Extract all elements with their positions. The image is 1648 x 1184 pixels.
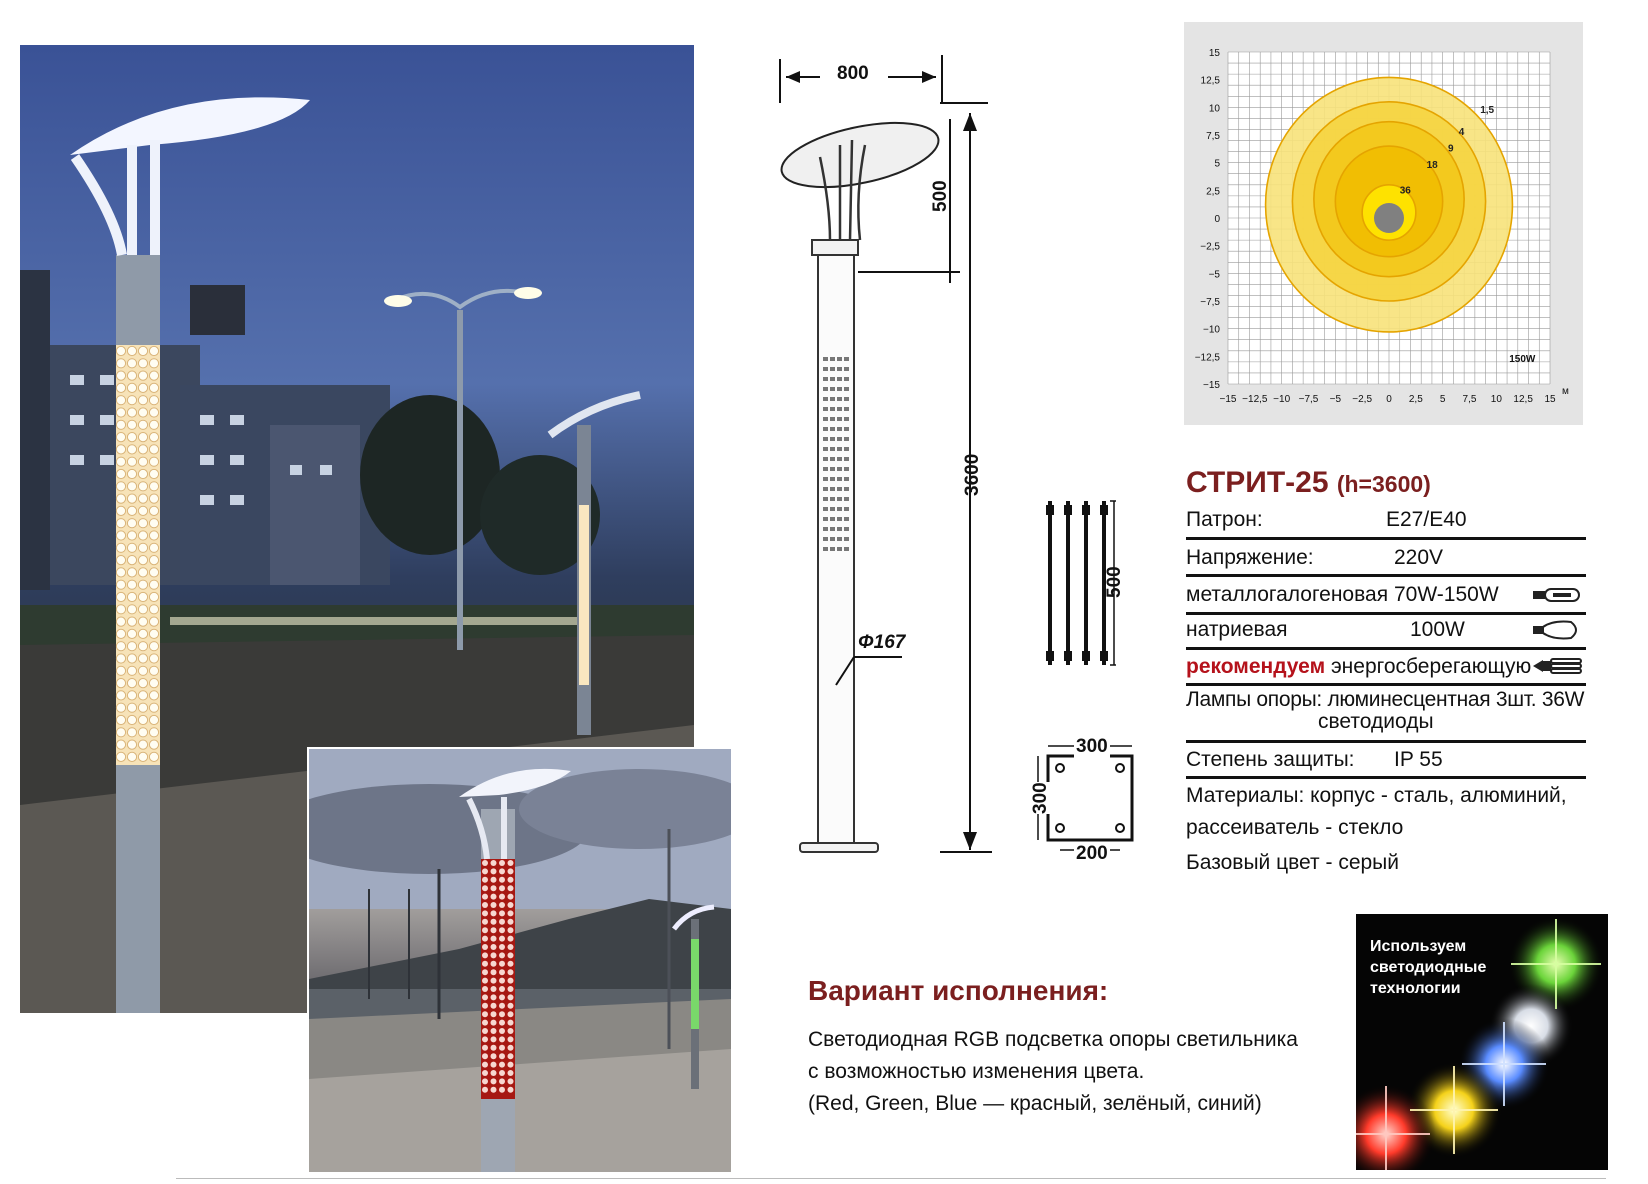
sodium-lamp-icon [1531, 618, 1583, 648]
x-tick-label: 5 [1439, 394, 1446, 405]
contour-label: 4 [1458, 127, 1465, 138]
contour-label: 18 [1426, 160, 1438, 172]
led-badge-line: технологии [1370, 980, 1461, 997]
x-tick-label: −12,5 [1242, 394, 1268, 405]
power-label: 150W [1509, 353, 1536, 365]
x-tick-label: 10 [1490, 394, 1502, 405]
spec-pole-lamps-line2: светодиоды [1318, 710, 1434, 733]
spec-recommend [1186, 655, 1586, 679]
x-tick-label: −15 [1219, 394, 1237, 405]
spec-sodium-label: натриевая [1186, 618, 1288, 641]
isolux-chart [1184, 22, 1583, 425]
spec-pole-lamps-line1: Лампы опоры: люминесцентная 3шт. 36W [1186, 688, 1585, 711]
y-tick-label: −12,5 [1194, 352, 1220, 364]
y-tick-label: 10 [1208, 103, 1220, 115]
luminaire-marker [1374, 203, 1404, 233]
x-tick-label: 12,5 [1513, 394, 1533, 405]
spec-metal-halide [1186, 583, 1586, 607]
spec-socket [1186, 508, 1586, 532]
isolux-chart-svg [1184, 22, 1583, 425]
spec-divider [1186, 537, 1586, 540]
x-tick-label: 2,5 [1408, 394, 1423, 405]
spec-protection-label: Степень защиты: [1186, 748, 1355, 771]
spec-metal-halide-label: металлогалогеновая [1186, 583, 1389, 606]
spec-recommend-value: энергосберегающую [1330, 655, 1532, 678]
x-tick-label: −2,5 [1352, 394, 1373, 405]
y-tick-label: −2,5 [1200, 241, 1220, 253]
y-tick-label: 7,5 [1206, 131, 1220, 142]
x-tick-label: 0 [1386, 394, 1392, 405]
led-badge-text [1370, 936, 1570, 999]
variant-line: Светодиодная RGB подсветка опоры светильника [808, 1028, 1298, 1051]
x-tick-label: −10 [1273, 394, 1291, 405]
x-unit-label: м [1562, 386, 1569, 397]
y-tick-label: 2,5 [1206, 186, 1220, 198]
y-tick-label: −5 [1208, 269, 1220, 281]
product-title [1186, 466, 1431, 500]
x-tick-label: −5 [1329, 394, 1342, 405]
product-height-note: (h=3600) [1336, 471, 1431, 497]
contour-label: 9 [1448, 143, 1454, 155]
contour-label: 1,5 [1480, 104, 1495, 116]
base-hole-dimension: 200 [1076, 843, 1108, 864]
spec-voltage [1186, 546, 1586, 570]
spec-sodium-value: 100W [1410, 618, 1465, 641]
spec-socket-value: E27/E40 [1386, 508, 1467, 531]
variant-line: (Red, Green, Blue — красный, зелёный, синий) [808, 1092, 1262, 1115]
spec-voltage-value: 220V [1394, 546, 1444, 569]
spec-socket-label: Патрон: [1186, 508, 1263, 531]
led-badge-line: светодиодные [1370, 959, 1487, 976]
spec-recommend-label: рекомендуем [1186, 655, 1326, 678]
diameter-dimension: Φ167 [858, 632, 906, 653]
waterfront-photo [307, 747, 733, 1174]
spec-protection [1186, 748, 1586, 772]
spec-divider [1186, 647, 1586, 650]
spec-sodium [1186, 618, 1586, 642]
product-name: СТРИТ-25 [1186, 466, 1329, 499]
width-dimension: 800 [837, 63, 869, 84]
page-bottom-rule [176, 1178, 1606, 1179]
energy-saving-lamp-icon [1531, 655, 1585, 683]
y-tick-label: 0 [1214, 214, 1220, 225]
variant-description [808, 1024, 1328, 1120]
head-dimension: 500 [930, 180, 951, 212]
spec-materials-line2: рассеиватель - стекло [1186, 816, 1404, 839]
metal-halide-lamp-icon [1531, 585, 1583, 611]
spec-metal-halide-value: 70W-150W [1394, 583, 1499, 606]
x-tick-label: 15 [1544, 394, 1556, 405]
y-tick-label: 5 [1214, 158, 1220, 170]
led-technology-badge [1356, 914, 1608, 1170]
spec-divider [1186, 683, 1586, 686]
base-height-dimension: 300 [1030, 782, 1051, 814]
y-tick-label: −7,5 [1200, 297, 1220, 308]
spec-materials-line1: Материалы: корпус - сталь, алюминий, [1186, 784, 1567, 807]
spec-divider [1186, 574, 1586, 577]
contour-label: 36 [1399, 185, 1411, 197]
y-tick-label: −15 [1203, 380, 1220, 391]
led-badge-line: Используем [1370, 938, 1467, 955]
spec-divider [1186, 612, 1586, 615]
spec-voltage-label: Напряжение: [1186, 546, 1314, 569]
spec-base-color: Базовый цвет - серый [1186, 851, 1400, 874]
x-tick-label: 7,5 [1462, 394, 1477, 405]
y-tick-label: −10 [1203, 324, 1220, 336]
height-dimension: 3600 [962, 453, 983, 496]
x-tick-label: −7,5 [1298, 394, 1319, 405]
spec-protection-value: IP 55 [1394, 748, 1443, 771]
variant-title: Вариант исполнения: [808, 975, 1109, 1006]
anchor-dimension: 500 [1104, 566, 1125, 598]
y-tick-label: 15 [1208, 48, 1220, 59]
base-width-dimension: 300 [1076, 736, 1108, 757]
variant-line: с возможностью изменения цвета. [808, 1060, 1145, 1083]
spec-divider [1186, 740, 1586, 743]
spec-divider [1186, 776, 1586, 779]
y-tick-label: 12,5 [1200, 75, 1220, 87]
